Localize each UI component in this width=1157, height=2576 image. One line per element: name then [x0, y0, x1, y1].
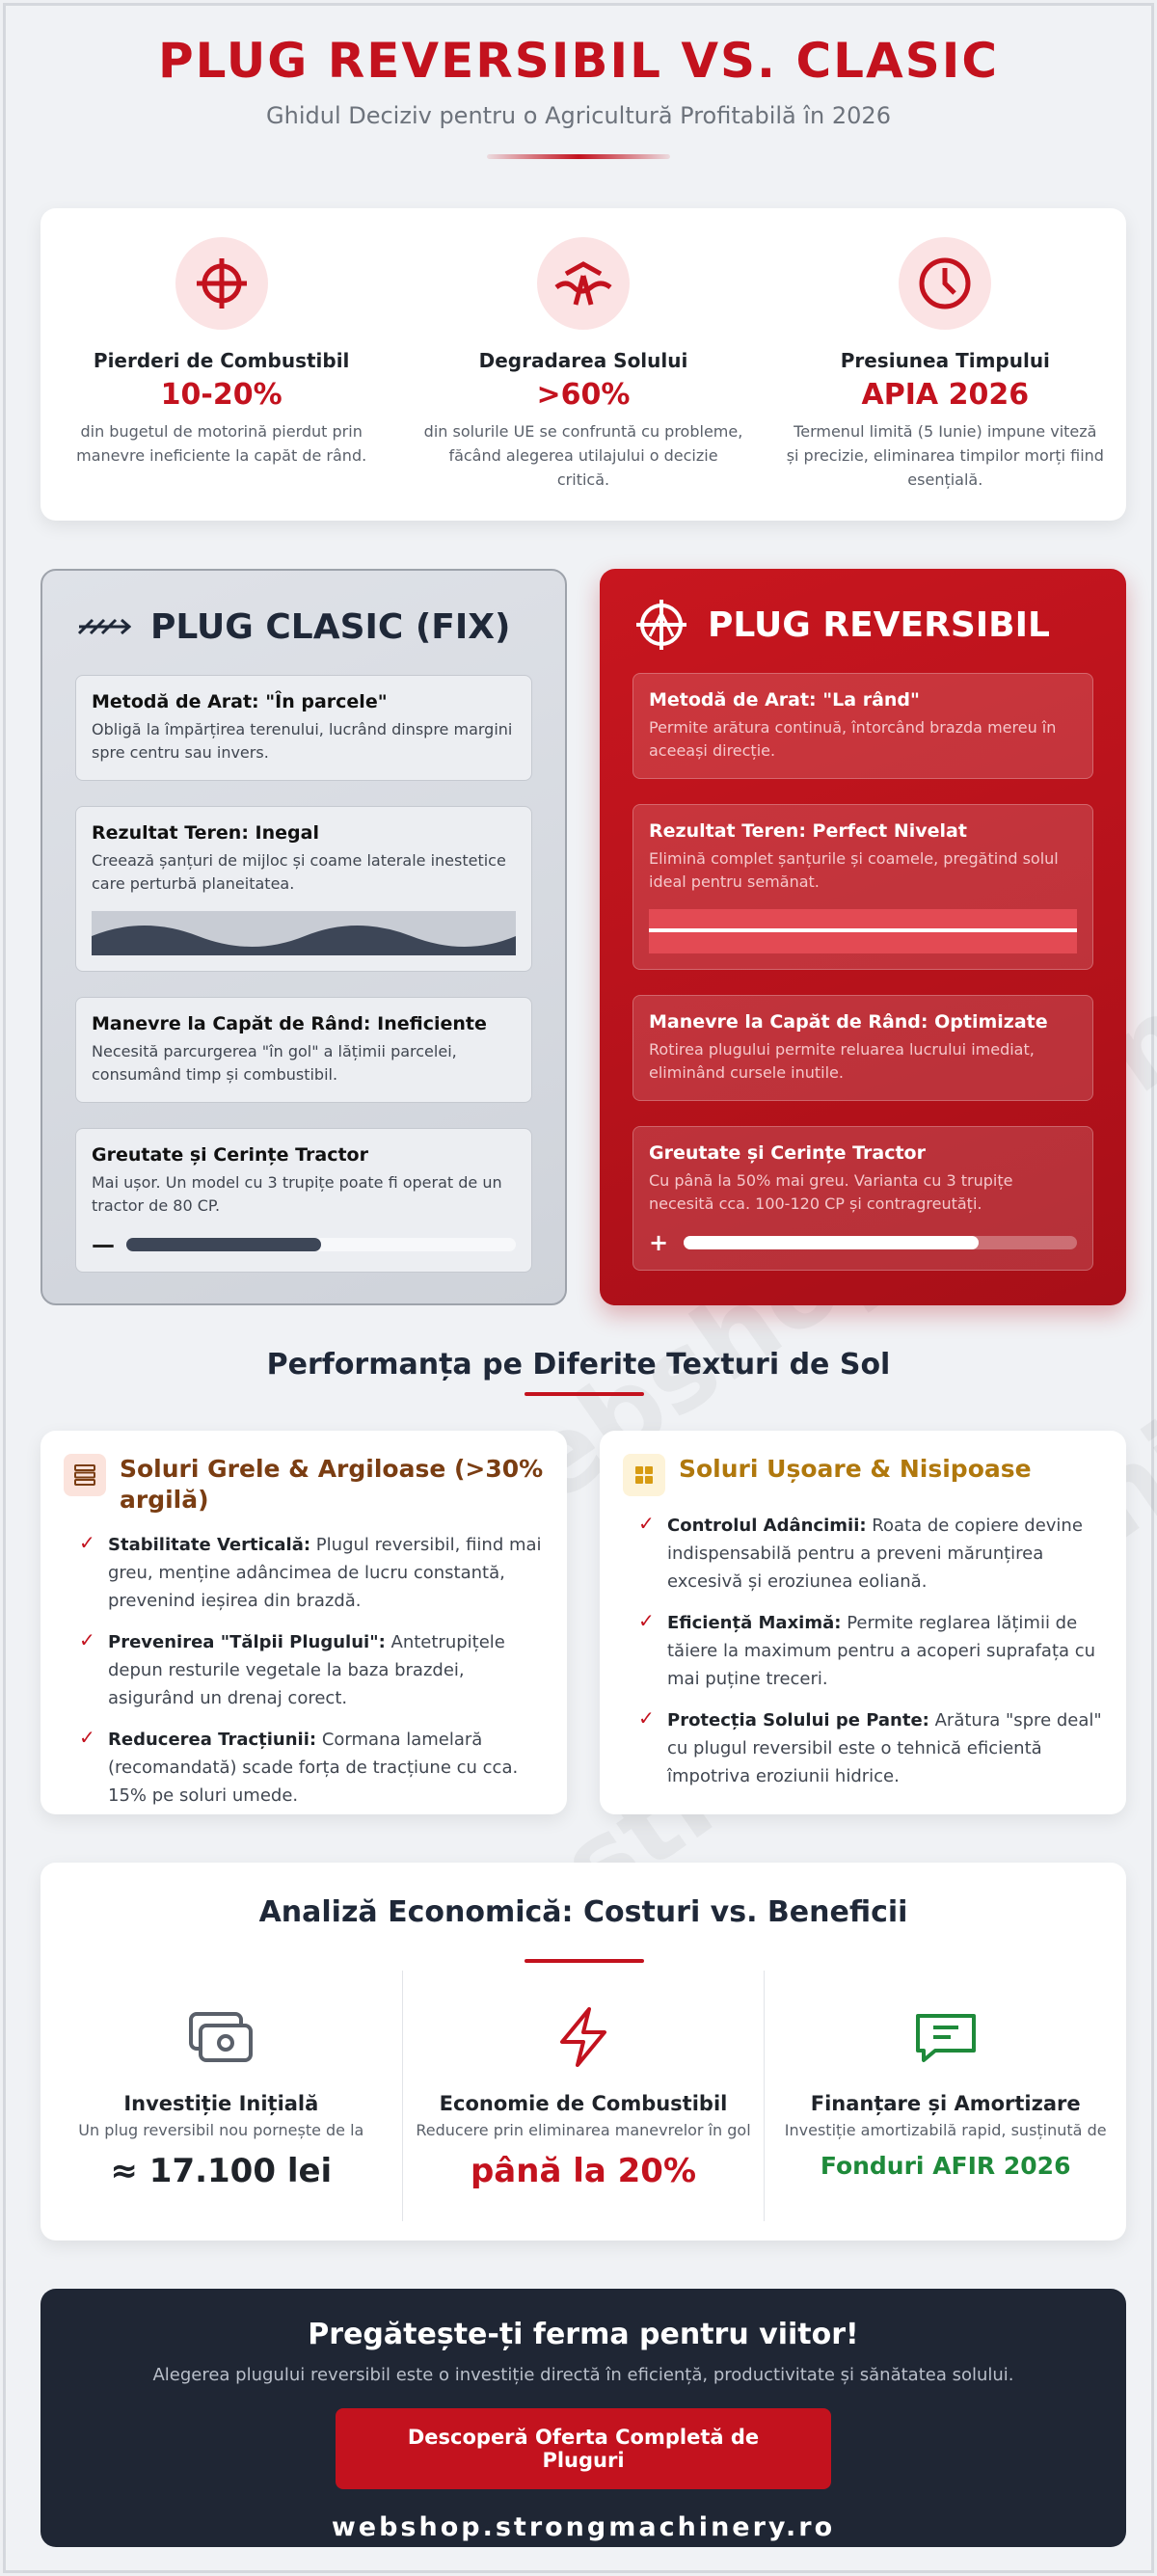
- feature-title: Rezultat Teren: Perfect Nivelat: [649, 820, 967, 842]
- page-header: [6, 33, 1151, 159]
- classic-header: [75, 598, 532, 656]
- item-bold: Protecția Solului pe Pante:: [667, 1710, 929, 1731]
- stat-title: Pierderi de Combustibil: [93, 349, 350, 372]
- stat-title: Presiunea Timpului: [840, 349, 1050, 372]
- feature-title: Greutate și Cerințe Tractor: [649, 1142, 926, 1164]
- reversible-feature-maneuvers: [632, 995, 1093, 1101]
- list-item: [623, 1706, 1103, 1790]
- heavy-soil-header: [64, 1454, 544, 1516]
- feature-title: Manevre la Capăt de Rând: Ineficiente: [92, 1013, 487, 1034]
- econ-value: Fonduri AFIR 2026: [820, 2152, 1071, 2180]
- reversible-feature-weight: [632, 1126, 1093, 1271]
- item-text: Antetrupițele depun resturile vegetale la baza brazdei, asigurând un drenaj corect.: [108, 1632, 505, 1708]
- economic-analysis-card: [40, 1863, 1126, 2241]
- list-item: [64, 1628, 544, 1712]
- stat-desc: din bugetul de motorină pierdut prin manevre ineficiente la capăt de rând.: [76, 422, 367, 465]
- reversible-header: [632, 596, 1093, 654]
- stat-time-pressure: [765, 208, 1126, 521]
- classic-title: PLUG CLASIC (FIX): [150, 606, 511, 647]
- econ-value: până la 20%: [470, 2152, 697, 2190]
- lightning-icon: [403, 2003, 765, 2071]
- reversible-feature-terrain: [632, 804, 1093, 970]
- cta-subtitle: Alegerea plugului reversibil este o investiție directă în eficiență, productivitate și sănătatea solului.: [152, 2365, 1014, 2385]
- reversible-feature-method: [632, 673, 1093, 779]
- feature-desc: Creează șanțuri de mijloc și coame laterale inestetice care perturbă planeitatea.: [92, 851, 506, 893]
- stats-card: [40, 208, 1126, 521]
- feature-title: Metodă de Arat: "În parcele": [92, 691, 388, 712]
- classic-feature-method: [75, 675, 532, 781]
- stat-desc: din solurile UE se confruntă cu probleme, făcând alegerea utilajului o decizie critică.: [423, 422, 743, 489]
- econ-title: Economie de Combustibil: [439, 2092, 728, 2115]
- item-text: Permite reglarea lățimii de tăiere la maximum pentru a acoperi suprafața cu mai puține treceri.: [667, 1613, 1096, 1689]
- econ-fuel-savings: [402, 1971, 765, 2221]
- weight-fill: [684, 1236, 979, 1249]
- classic-feature-terrain: [75, 806, 532, 972]
- item-bold: Eficiență Maximă:: [667, 1613, 842, 1633]
- soil-section-title: Performanța pe Diferite Texturi de Sol: [266, 1348, 891, 1382]
- econ-title: Investiție Inițială: [123, 2092, 319, 2115]
- plow-arrows-icon: [75, 598, 133, 656]
- uneven-terrain-graphic: [92, 911, 516, 955]
- website-link[interactable]: webshop.strongmachinery.ro: [331, 2512, 836, 2542]
- item-text: Cormana lamelară (recomandată) scade forța de tracțiune cu cca. 15% pe soluri umede.: [108, 1730, 519, 1806]
- weight-bar: [649, 1229, 1077, 1256]
- item-text: Roata de copiere devine indispensabilă pentru a preveni mărunțirea excesivă și eroziunea eoliană.: [667, 1516, 1083, 1592]
- minus-sign: —: [92, 1231, 115, 1258]
- stat-title: Degradarea Solului: [478, 349, 688, 372]
- stat-soil-degradation: [402, 208, 764, 521]
- feature-desc: Rotirea plugului permite reluarea lucrului imediat, eliminând cursele inutile.: [649, 1040, 1035, 1082]
- soil-section-underline: [525, 1392, 644, 1396]
- list-item: [64, 1726, 544, 1810]
- light-soil-card: [600, 1431, 1126, 1814]
- classic-feature-weight: [75, 1128, 532, 1273]
- econ-desc: Un plug reversibil nou pornește de la: [78, 2121, 364, 2139]
- title-underline: [487, 154, 670, 159]
- item-bold: Controlul Adâncimii:: [667, 1516, 867, 1536]
- economic-columns: [40, 1971, 1126, 2221]
- stat-fuel-loss: [40, 208, 402, 521]
- reversible-title: PLUG REVERSIBIL: [708, 604, 1050, 645]
- classic-feature-maneuvers: [75, 997, 532, 1103]
- document-icon: [765, 2003, 1126, 2071]
- weight-track: [126, 1238, 516, 1251]
- list-item: [64, 1531, 544, 1615]
- feature-desc: Obligă la împărțirea terenului, lucrând dinspre margini spre centru sau invers.: [92, 720, 513, 762]
- offer-button[interactable]: Descoperă Oferta Completă de Pluguri: [336, 2408, 831, 2489]
- check-icon: ✓: [638, 1609, 655, 1632]
- layers-icon: [64, 1454, 106, 1496]
- feature-title: Greutate și Cerințe Tractor: [92, 1144, 368, 1166]
- weight-bar: [92, 1231, 516, 1258]
- item-text: Arătura "spre deal" cu plugul reversibil este o tehnică eficientă împotriva eroziunii hidrice.: [667, 1710, 1102, 1786]
- heavy-soil-card: [40, 1431, 567, 1814]
- item-bold: Prevenirea "Tălpii Plugului":: [108, 1632, 386, 1652]
- weight-track: [684, 1236, 1077, 1249]
- stat-value: 10-20%: [160, 378, 283, 412]
- flat-terrain-graphic: [649, 909, 1077, 953]
- call-to-action: [40, 2289, 1126, 2547]
- weight-fill: [126, 1238, 321, 1251]
- crosshair-target-icon: [175, 237, 268, 330]
- check-icon: ✓: [79, 1628, 95, 1651]
- item-text: Plugul reversibil, fiind mai greu, menține adâncimea de lucru constantă, prevenind ieșirea din brazdă.: [108, 1535, 542, 1611]
- feature-title: Rezultat Teren: Inegal: [92, 822, 319, 844]
- grid-icon: [623, 1454, 665, 1496]
- heavy-soil-title: Soluri Grele & Argiloase (>30% argilă): [120, 1455, 544, 1514]
- stat-value: >60%: [536, 378, 631, 412]
- economic-underline: [525, 1959, 644, 1963]
- feature-desc: Elimină complet șanțurile și coamele, pregătind solul ideal pentru semănat.: [649, 849, 1059, 891]
- list-item: [623, 1512, 1103, 1596]
- light-soil-header: [623, 1454, 1103, 1496]
- feature-desc: Necesită parcurgerea "în gol" a lățimii parcelei, consumând timp și combustibil.: [92, 1042, 457, 1084]
- stat-desc: Termenul limită (5 Iunie) impune viteză și precizie, eliminarea timpilor morți fiind esențială.: [786, 422, 1104, 489]
- feature-desc: Cu până la 50% mai greu. Varianta cu 3 trupițe necesită cca. 100-120 CP și contragreutăți.: [649, 1171, 1013, 1213]
- classic-plow-column: [40, 569, 567, 1305]
- page-subtitle: Ghidul Deciziv pentru o Agricultură Profitabilă în 2026: [266, 102, 891, 129]
- check-icon: ✓: [638, 1512, 655, 1535]
- infographic-page: [3, 3, 1154, 2573]
- item-bold: Stabilitate Verticală:: [108, 1535, 311, 1555]
- econ-value: ≈ 17.100 lei: [110, 2152, 333, 2190]
- check-icon: ✓: [638, 1706, 655, 1730]
- list-item: [623, 1609, 1103, 1693]
- check-icon: ✓: [79, 1531, 95, 1554]
- item-bold: Reducerea Tracțiunii:: [108, 1730, 317, 1750]
- econ-financing: [764, 1971, 1126, 2221]
- check-icon: ✓: [79, 1726, 95, 1749]
- reversible-plow-column: [600, 569, 1126, 1305]
- economic-title: Analiză Economică: Costuri vs. Beneficii: [258, 1895, 908, 1929]
- feature-desc: Permite arătura continuă, întorcând brazda mereu în aceeași direcție.: [649, 718, 1057, 760]
- feature-title: Manevre la Capăt de Rând: Optimizate: [649, 1011, 1048, 1033]
- econ-investment: [40, 1971, 402, 2221]
- feature-desc: Mai ușor. Un model cu 3 trupițe poate fi operat de un tractor de 80 CP.: [92, 1173, 502, 1215]
- cta-title: Pregătește-ți ferma pentru viitor!: [308, 2318, 859, 2351]
- page-title: PLUG REVERSIBIL VS. CLASIC: [157, 33, 1000, 89]
- plus-sign: +: [649, 1229, 669, 1256]
- feature-title: Metodă de Arat: "La rând": [649, 689, 920, 711]
- rotate-plow-icon: [632, 596, 690, 654]
- light-soil-title: Soluri Ușoare & Nisipoase: [679, 1455, 1032, 1483]
- clock-icon: [899, 237, 991, 330]
- econ-desc: Reducere prin eliminarea manevrelor în gol: [416, 2121, 751, 2139]
- money-icon: [40, 2003, 402, 2071]
- stat-value: APIA 2026: [861, 378, 1030, 412]
- econ-title: Finanțare și Amortizare: [810, 2092, 1081, 2115]
- soil-degradation-icon: [537, 237, 630, 330]
- econ-desc: Investiție amortizabilă rapid, susținută de: [784, 2121, 1107, 2139]
